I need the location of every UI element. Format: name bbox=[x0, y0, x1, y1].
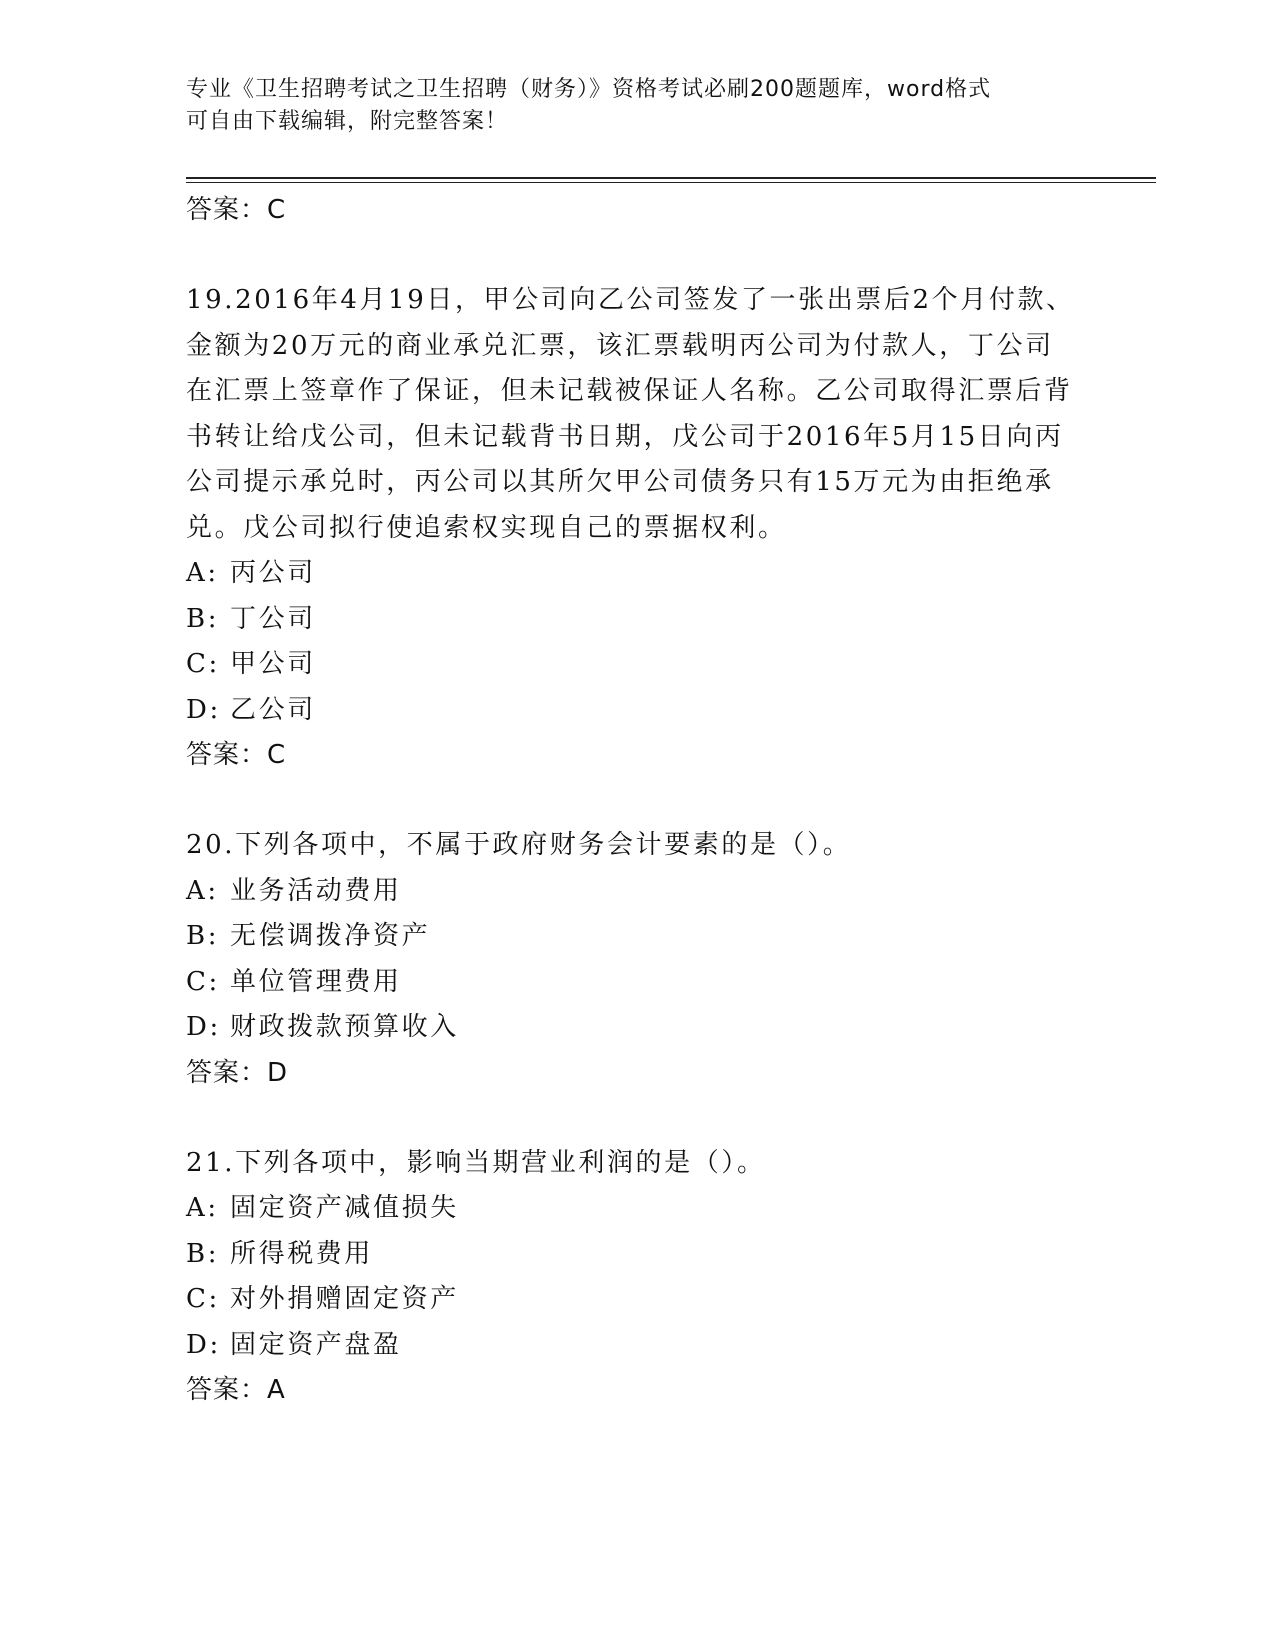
option-label: 业务活动费用 bbox=[230, 875, 402, 906]
option-label: 单位管理费用 bbox=[230, 966, 402, 997]
option-label: 财政拨款预算收入 bbox=[230, 1012, 459, 1042]
option-c bbox=[186, 960, 1086, 1006]
header-divider-thin bbox=[186, 182, 1156, 183]
option-a bbox=[186, 551, 1086, 597]
option-label: 丁公司 bbox=[230, 603, 316, 634]
option-label: 固定资产盘盈 bbox=[230, 1329, 402, 1360]
option-b bbox=[186, 1232, 1086, 1278]
answer-line: 答案：D bbox=[186, 1057, 289, 1088]
option-key: A: bbox=[186, 558, 219, 588]
question-text: 21.下列各项中，影响当期营业利润的是（）。 bbox=[186, 1147, 766, 1178]
option-key: A: bbox=[186, 875, 219, 906]
option-key: C: bbox=[186, 966, 220, 997]
option-label: 对外捐赠固定资产 bbox=[230, 1284, 459, 1314]
answer-line: 答案：A bbox=[186, 1375, 286, 1405]
option-label: 丙公司 bbox=[230, 558, 316, 588]
answer-line: 答案：C bbox=[186, 740, 287, 770]
option-key: C: bbox=[186, 649, 220, 679]
option-key: D: bbox=[186, 1012, 221, 1042]
question-19 bbox=[186, 278, 1086, 778]
question-text: 19.2016年4月19日，甲公司向乙公司签发了一张出票后2个月付款、金额为20万元的商业承兑汇票，该汇票载明丙公司为付款人，丁公司在汇票上签章作了保证，但未记载被保证人名称。乙公司取得汇票后背书转让给戊公司，但未记载背书日期，戊公司于2016年5月15日向丙公司提示承兑时，丙公司以其所欠甲公司债务只有15万元为由拒绝承兑。戊公司拟行使追索权实现自己的票据权利。 bbox=[186, 285, 1075, 543]
option-label: 固定资产减值损失 bbox=[230, 1193, 459, 1223]
option-label: 所得税费用 bbox=[230, 1238, 374, 1269]
option-key: B: bbox=[186, 603, 220, 634]
option-label: 无偿调拨净资产 bbox=[230, 921, 431, 951]
option-label: 甲公司 bbox=[230, 649, 316, 679]
option-d bbox=[186, 688, 1086, 734]
option-key: D: bbox=[186, 1329, 221, 1360]
option-c bbox=[186, 1277, 1086, 1323]
option-d bbox=[186, 1323, 1086, 1369]
option-b bbox=[186, 914, 1086, 960]
option-d bbox=[186, 1005, 1086, 1051]
header-line-2: 可自由下载编辑，附完整答案！ bbox=[186, 109, 509, 134]
question-21 bbox=[186, 1141, 1086, 1414]
option-a bbox=[186, 869, 1086, 915]
question-20 bbox=[186, 823, 1086, 1096]
page-content bbox=[186, 188, 1086, 1413]
option-key: D: bbox=[186, 694, 221, 725]
page-header bbox=[186, 74, 1066, 138]
header-line-1: 专业《卫生招聘考试之卫生招聘（财务）》资格考试必刷200题题库，word格式 bbox=[186, 77, 992, 102]
option-key: B: bbox=[186, 921, 220, 951]
header-divider bbox=[186, 177, 1156, 179]
option-c bbox=[186, 642, 1086, 688]
question-text: 20.下列各项中，不属于政府财务会计要素的是（）。 bbox=[186, 830, 852, 860]
option-a bbox=[186, 1186, 1086, 1232]
option-b bbox=[186, 597, 1086, 643]
option-key: B: bbox=[186, 1238, 220, 1269]
option-key: C: bbox=[186, 1284, 220, 1314]
option-label: 乙公司 bbox=[230, 694, 316, 725]
option-key: A: bbox=[186, 1193, 219, 1223]
answer-line: 答案：C bbox=[186, 195, 287, 225]
